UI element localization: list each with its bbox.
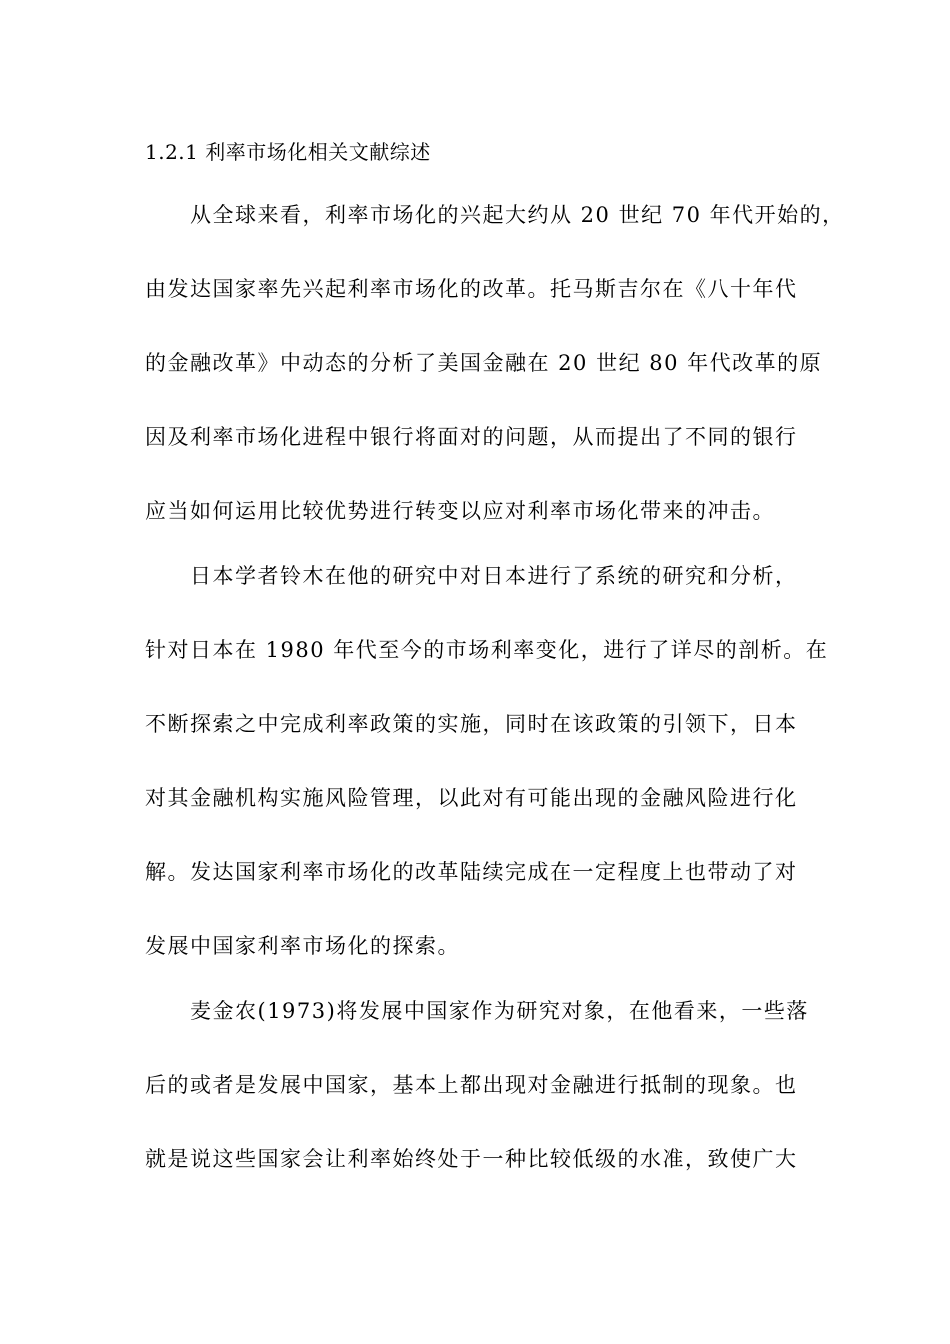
paragraph-line: 由发达国家率先兴起利率市场化的改革。托马斯吉尔在《八十年代 — [145, 277, 798, 301]
paragraph-line: 后的或者是发展中国家，基本上都出现对金融进行抵制的现象。也 — [145, 1073, 798, 1097]
paragraph-line: 不断探索之中完成利率政策的实施，同时在该政策的引领下，日本 — [145, 712, 798, 736]
paragraph-line: 麦金农(1973)将发展中国家作为研究对象，在他看来，一些落 — [190, 999, 809, 1023]
section-heading: 1.2.1 利率市场化相关文献综述 — [145, 140, 431, 164]
paragraph-line: 从全球来看，利率市场化的兴起大约从 20 世纪 70 年代开始的， — [190, 203, 845, 227]
paragraph-line: 因及利率市场化进程中银行将面对的问题，从而提出了不同的银行 — [145, 425, 798, 449]
paragraph-line: 就是说这些国家会让利率始终处于一种比较低级的水准，致使广大 — [145, 1147, 798, 1171]
paragraph-line: 针对日本在 1980 年代至今的市场利率变化，进行了详尽的剖析。在 — [145, 638, 829, 662]
paragraph-line: 对其金融机构实施风险管理，以此对有可能出现的金融风险进行化 — [145, 786, 798, 810]
paragraph-line: 应当如何运用比较优势进行转变以应对利率市场化带来的冲击。 — [145, 499, 775, 523]
paragraph-line: 的金融改革》中动态的分析了美国金融在 20 世纪 80 年代改革的原 — [145, 351, 823, 375]
paragraph-line: 日本学者铃木在他的研究中对日本进行了系统的研究和分析， — [190, 564, 798, 588]
paragraph-line: 发展中国家利率市场化的探索。 — [145, 934, 460, 958]
paragraph-line: 解。发达国家利率市场化的改革陆续完成在一定程度上也带动了对 — [145, 860, 798, 884]
